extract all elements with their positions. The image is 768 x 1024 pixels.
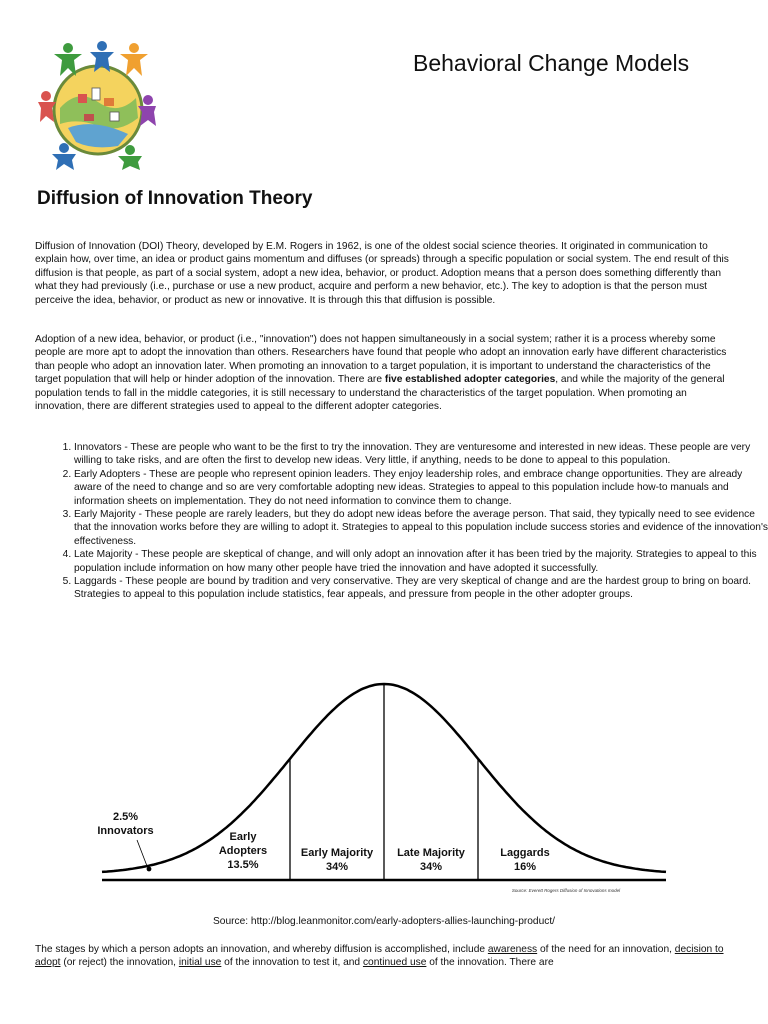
category-label-laggards-line1: Laggards xyxy=(500,847,550,859)
document-title: Diffusion of Innovation Theory xyxy=(37,188,313,209)
category-label-early-adopters-line1: Early xyxy=(229,831,257,843)
community-world-logo xyxy=(38,38,156,170)
category-label-innovators-line2: Innovators xyxy=(97,825,154,837)
innovators-marker-dot xyxy=(147,867,152,872)
adoption-text-b: , and while the majority of the general population tends to fall in the middle categories, it is still necessary to understand the characteristics of the target population. When promoting an innovation, there are different strategies used to appeal to the different adopter categories. xyxy=(35,374,725,413)
stage-decision-to-adopt: decision to adopt xyxy=(35,944,724,969)
adopter-item-innovators: 1. Innovators - These are people who want to be the first to try the innovation. They are venturesome and interested in new ideas. These people are very willing to take risks, and are often the first to develop new ideas. Very little, if anything, needs to be done to appeal to this population. xyxy=(74,441,768,468)
header-title: Behavioral Change Models xyxy=(413,50,690,76)
adopter-categories-emphasis: five established adopter categories xyxy=(384,374,556,386)
chart-credit: Source: Everett Rogers Diffusion of Innovations model xyxy=(511,888,621,893)
diffusion-bell-curve-chart xyxy=(96,680,670,894)
category-label-early-majority-line1: Early Majority xyxy=(300,847,374,859)
stage-continued-use: continued use xyxy=(362,957,427,969)
category-label-innovators-line1: 2.5% xyxy=(112,811,139,823)
community-world-logo-icon xyxy=(38,38,156,170)
stage-initial-use: initial use xyxy=(178,957,222,969)
adopter-item-laggards: 5. Laggards - These people are bound by tradition and very conservative. They are very skeptical of change and are the hardest group to bring on board. Strategies to appeal to this population include statistics, fear appeals, and pressure from people in the other adopter groups. xyxy=(74,575,768,602)
stages-text-e: of the innovation. There are xyxy=(426,957,554,969)
stage-awareness: awareness xyxy=(487,944,538,955)
adopter-item-late-majority: 4. Late Majority - These people are skeptical of change, and will only adopt an innovation after it has been tried by the majority. Strategies to appeal to this population include information on how many other people have tried the innovation and have adopted it successfully. xyxy=(74,548,768,575)
adopter-categories-list xyxy=(37,441,768,602)
category-label-late-majority-line1: Late Majority xyxy=(397,847,465,859)
adopter-item-early-adopters: 2. Early Adopters - These are people who represent opinion leaders. They enjoy leadership roles, and embrace change opportunities. They are already aware of the need to change and so are very comfortable adopting new ideas. Strategies to appeal to this population include how-to manuals and information sheets on implementation. They do not need information to convince them to change. xyxy=(74,468,768,508)
category-label-laggards-line2: 16% xyxy=(513,861,537,873)
adoption-text-a: Adoption of a new idea, behavior, or product (i.e., "innovation") does not happen simultaneously in a social system; rather it is a process whereby some people are more apt to adopt the innovation than others. Researchers have found that people who adopt an innovation early have different characteristics than people who adopt an innovation later. When promoting an innovation to a target population, it is important to understand the characteristics of the target population that will help or hinder adoption of the innovation. There are xyxy=(35,334,727,386)
stages-text-d: of the innovation to test it, and xyxy=(221,957,363,969)
category-label-early-adopters-line3: 13.5% xyxy=(227,859,259,871)
stages-text-b: of the need for an innovation, xyxy=(537,944,675,955)
category-label-late-majority-line2: 34% xyxy=(419,861,443,873)
adoption-paragraph xyxy=(35,333,731,413)
category-label-early-adopters-line2: Adopters xyxy=(218,845,268,857)
stages-text-a: The stages by which a person adopts an innovation, and whereby diffusion is accomplished, include xyxy=(35,944,488,955)
adopter-item-early-majority: 3. Early Majority - These people are rarely leaders, but they do adopt new ideas before the average person. That said, they typically need to see evidence that the innovation works before they are willing to adopt it. Strategies to appeal to this population include success stories and evidence of the innovation's effectiveness. xyxy=(74,508,768,548)
stages-text-c: (or reject) the innovation, xyxy=(60,957,179,969)
innovators-pointer-line xyxy=(137,840,147,866)
source-citation: Source: http://blog.leanmonitor.com/early-adopters-allies-launching-product/ xyxy=(212,916,556,927)
category-label-early-majority-line2: 34% xyxy=(325,861,349,873)
intro-paragraph: Diffusion of Innovation (DOI) Theory, developed by E.M. Rogers in 1962, is one of the oldest social science theories. It originated in communication to explain how, over time, an idea or product gains momentum and diffuses (or spreads) through a specific population or social system. The end result of this diffusion is that people, as part of a social system, adopt a new idea, behavior, or product. Adoption means that a person does something differently than what they had previously (i.e., purchase or use a new product, acquire and perform a new behavior, etc.). The key to adoption is that the person must perceive the idea, behavior, or product as new or innovative. It is through this that diffusion is possible. xyxy=(35,241,729,306)
adoption-stages-paragraph xyxy=(35,943,731,970)
